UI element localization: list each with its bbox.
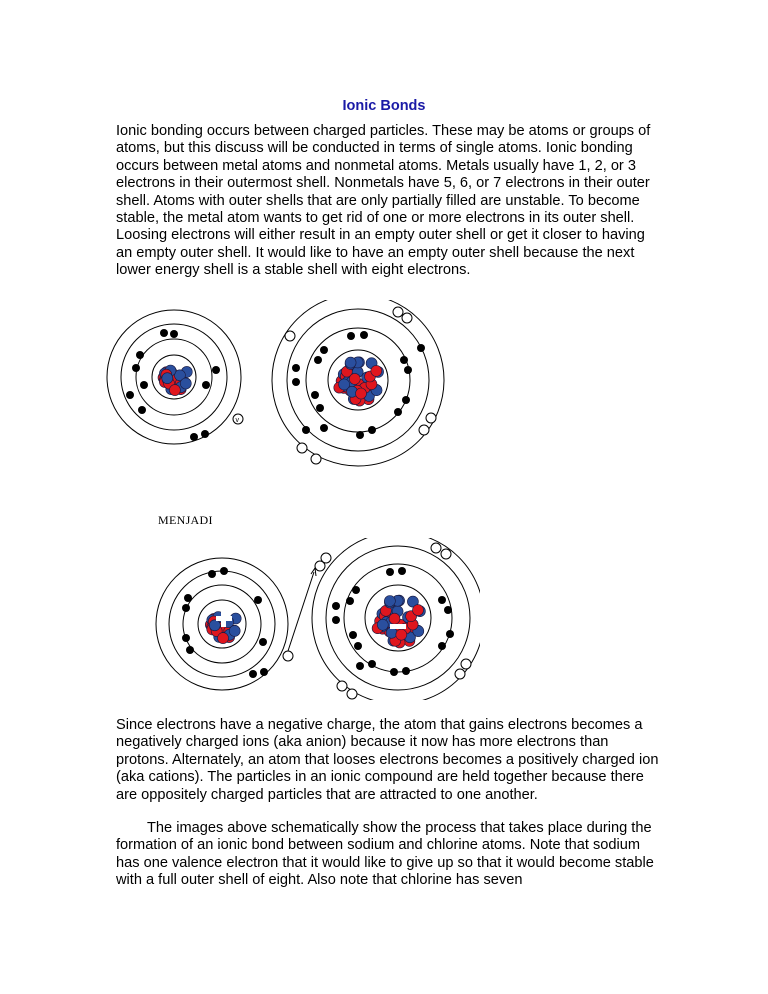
chloride-nucleus [372,595,425,648]
sodium-ion [156,558,316,690]
chlorine-nucleus [334,357,384,406]
minus-sign-icon [390,624,406,629]
figure-caption: MENJADI [158,513,213,527]
ions-after-diagram [150,538,480,700]
sodium-nucleus [158,365,192,396]
paragraph-ions: Since electrons have a negative charge, the atom that gains electrons becomes a negatively charged ions (aka anion) because it now has more electrons than protons. Alternately, an atom that looses electrons becomes a positively charged ion (aka cations). The particles in an ionic compound are held together because there are oppositely charged particles that are attracted to one another. [116,717,659,803]
atoms-before-diagram [106,300,456,475]
paragraph-images: The images above schematically show the process that takes place during the formation of an ionic bond between sodium and chlorine atoms. Note that sodium has one valence electron that it would like to give up so that it would become stable with a full outer shell of eight. Also note that chlorine has seven [116,820,654,889]
chlorine-atom [272,300,444,466]
chloride-ion [312,538,480,700]
transfer-arrow-icon [288,572,314,651]
paragraph-intro: Ionic bonding occurs between charged particles. These may be atoms or groups of atoms, but this discuss will be conducted in terms of single atoms. Ionic bonding occurs between metal atoms and nonmetal atoms. Metals usually have 1, 2, or 3 electrons in their outermost shell. Nonmetals have 5, 6, or 7 electrons in their outer shell. Atoms with outer shells that are only partially filled are unstable. To become stable, the metal atom wants to get rid of one or more electrons in its outer shell. Loosing electrons will either result in an empty outer shell or get it closer to having an empty outer shell. It would like to have an empty outer shell because the next lower energy shell is a stable shell with eight electrons. [116,123,651,279]
sodium-atom [107,310,243,444]
svg-text:v: v [235,417,239,424]
document-title: Ionic Bonds [342,98,426,114]
